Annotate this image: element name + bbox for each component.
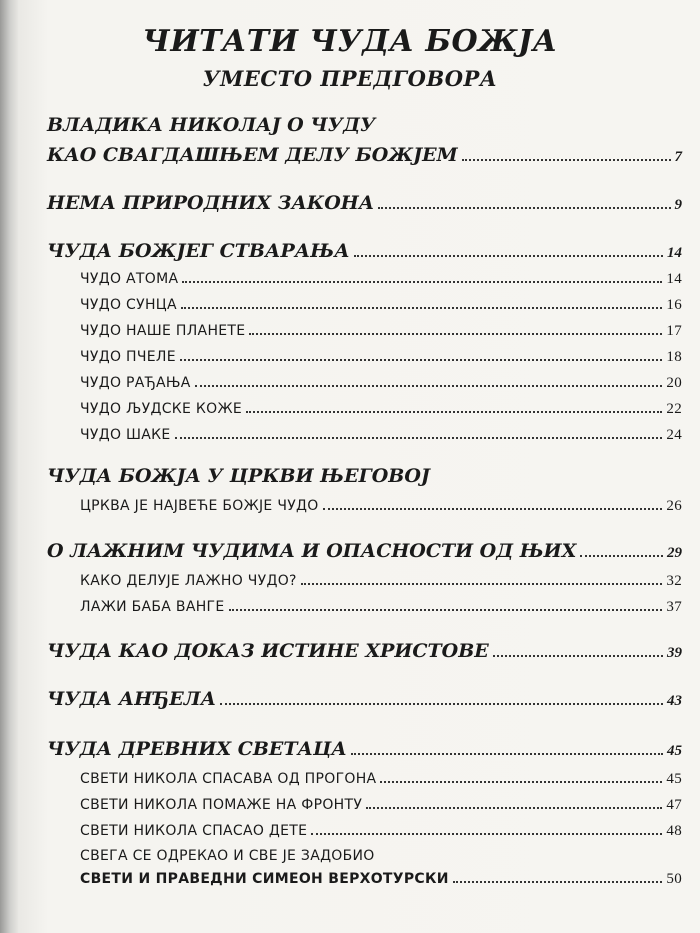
toc-subentry-8d-line1: СВЕГА СЕ ОДРЕКАО И СВЕ ЈЕ ЗАДОБИО — [80, 848, 375, 864]
toc-entry-6 — [47, 640, 682, 662]
leader-dots — [351, 753, 663, 755]
leader-dots — [493, 655, 663, 657]
page-number: 14 — [666, 271, 682, 287]
page-number: 20 — [666, 375, 682, 391]
book-spine-edge — [0, 0, 18, 933]
toc-entry-3 — [47, 240, 682, 262]
toc-subentry — [80, 323, 682, 340]
toc-subentry-label: СВЕТИ НИКОЛА СПАСАВА ОД ПРОГОНА — [80, 771, 377, 787]
page-number: 14 — [667, 245, 682, 261]
page-number: 45 — [667, 743, 682, 759]
page-number: 48 — [666, 823, 682, 839]
toc-entry-label: О ЛАЖНИМ ЧУДИМА И ОПАСНОСТИ ОД ЊИХ — [47, 540, 577, 562]
toc-subentry-label: ЦРКВА ЈЕ НАЈВЕЋЕ БОЖЈЕ ЧУДО — [80, 498, 319, 514]
toc-subentry-8d-line2: СВЕТИ И ПРАВЕДНИ СИМЕОН ВЕРХОТУРСКИ — [80, 871, 449, 887]
toc-subentry — [80, 797, 682, 814]
toc-subentry — [80, 573, 682, 590]
leader-dots — [378, 207, 670, 209]
page-number: 16 — [666, 297, 682, 313]
toc-subentry-label: ЛАЖИ БАБА ВАНГЕ — [80, 599, 225, 615]
toc-subentry-label: ЧУДО ПЧЕЛЕ — [80, 349, 176, 365]
toc-subentry — [80, 297, 682, 314]
leader-dots — [453, 881, 663, 883]
toc-entry-1 — [47, 144, 682, 166]
toc-subentry — [80, 599, 682, 616]
toc-entry-label: ЧУДА АНЂЕЛА — [47, 688, 217, 710]
toc-subentry — [80, 349, 682, 366]
toc-entry-label: ЧУДА ДРЕВНИХ СВЕТАЦА — [47, 738, 347, 760]
page-number: 22 — [666, 401, 682, 417]
toc-subentry-label: ЧУДО АТОМА — [80, 271, 179, 287]
page-number: 50 — [666, 871, 682, 887]
page-number: 32 — [666, 573, 682, 589]
toc-entry-label: ЧУДА КАО ДОКАЗ ИСТИНЕ ХРИСТОВЕ — [47, 640, 489, 662]
toc-entry-2 — [47, 192, 682, 214]
leader-dots — [181, 307, 663, 309]
toc-subentry-label: ЧУДО СУНЦА — [80, 297, 177, 313]
toc-subentry-label: КАКО ДЕЛУЈЕ ЛАЖНО ЧУДО? — [80, 573, 297, 589]
toc-entry-7 — [47, 688, 682, 710]
toc-subentry-label: ЧУДО ЉУДСКЕ КОЖЕ — [80, 401, 243, 417]
leader-dots — [354, 255, 663, 257]
leader-dots — [220, 703, 663, 705]
toc-subentry — [80, 271, 682, 288]
leader-dots — [580, 555, 663, 557]
page-number: 18 — [666, 349, 682, 365]
page-number: 24 — [666, 427, 682, 443]
page-title: ЧИТАТИ ЧУДА БОЖЈА — [142, 24, 558, 59]
page-number: 17 — [666, 323, 682, 339]
leader-dots — [246, 411, 662, 413]
page-number: 37 — [666, 599, 682, 615]
toc-entry-4: ЧУДА БОЖЈА У ЦРКВИ ЊЕГОВОЈ — [47, 465, 430, 487]
toc-entry-label: НЕМА ПРИРОДНИХ ЗАКОНА — [47, 192, 375, 214]
leader-dots — [195, 385, 663, 387]
toc-subentry — [80, 871, 682, 888]
leader-dots — [462, 159, 671, 161]
leader-dots — [182, 281, 662, 283]
toc-subentry — [80, 375, 682, 392]
toc-subentry-label: СВЕТИ НИКОЛА СПАСАО ДЕТЕ — [80, 823, 308, 839]
toc-entry-label: ЧУДА БОЖЈЕГ СТВАРАЊА — [47, 240, 350, 262]
leader-dots — [380, 781, 662, 783]
leader-dots — [229, 609, 663, 611]
page-number: 47 — [666, 797, 682, 813]
leader-dots — [301, 583, 663, 585]
toc-entry-1-line2: КАО СВАГДАШЊЕМ ДЕЛУ БОЖЈЕМ — [47, 144, 458, 166]
toc-subentry — [80, 771, 682, 788]
page-number: 7 — [674, 149, 682, 165]
toc-entry-8 — [47, 738, 682, 760]
page-subtitle: УМЕСТО ПРЕДГОВОРА — [202, 66, 498, 91]
leader-dots — [323, 508, 663, 510]
toc-subentry-label: ЧУДО ШАКЕ — [80, 427, 171, 443]
leader-dots — [180, 359, 663, 361]
toc-entry-5 — [47, 540, 682, 562]
toc-subentry — [80, 823, 682, 840]
toc-subentry — [80, 401, 682, 418]
leader-dots — [366, 807, 662, 809]
toc-subentry — [80, 498, 682, 515]
toc-entry-1-line1: ВЛАДИКА НИКОЛАЈ О ЧУДУ — [47, 114, 376, 136]
toc-subentry-label: ЧУДО НАШЕ ПЛАНЕТЕ — [80, 323, 246, 339]
page-number: 26 — [666, 498, 682, 514]
leader-dots — [249, 333, 662, 335]
leader-dots — [175, 437, 663, 439]
toc-subentry-label: ЧУДО РАЂАЊА — [80, 375, 191, 391]
page-number: 45 — [666, 771, 682, 787]
leader-dots — [311, 833, 662, 835]
page-number: 9 — [674, 197, 682, 213]
page-number: 39 — [667, 645, 682, 661]
page-number: 43 — [667, 693, 682, 709]
page-number: 29 — [667, 545, 682, 561]
toc-subentry — [80, 427, 682, 444]
toc-subentry-label: СВЕТИ НИКОЛА ПОМАЖЕ НА ФРОНТУ — [80, 797, 363, 813]
